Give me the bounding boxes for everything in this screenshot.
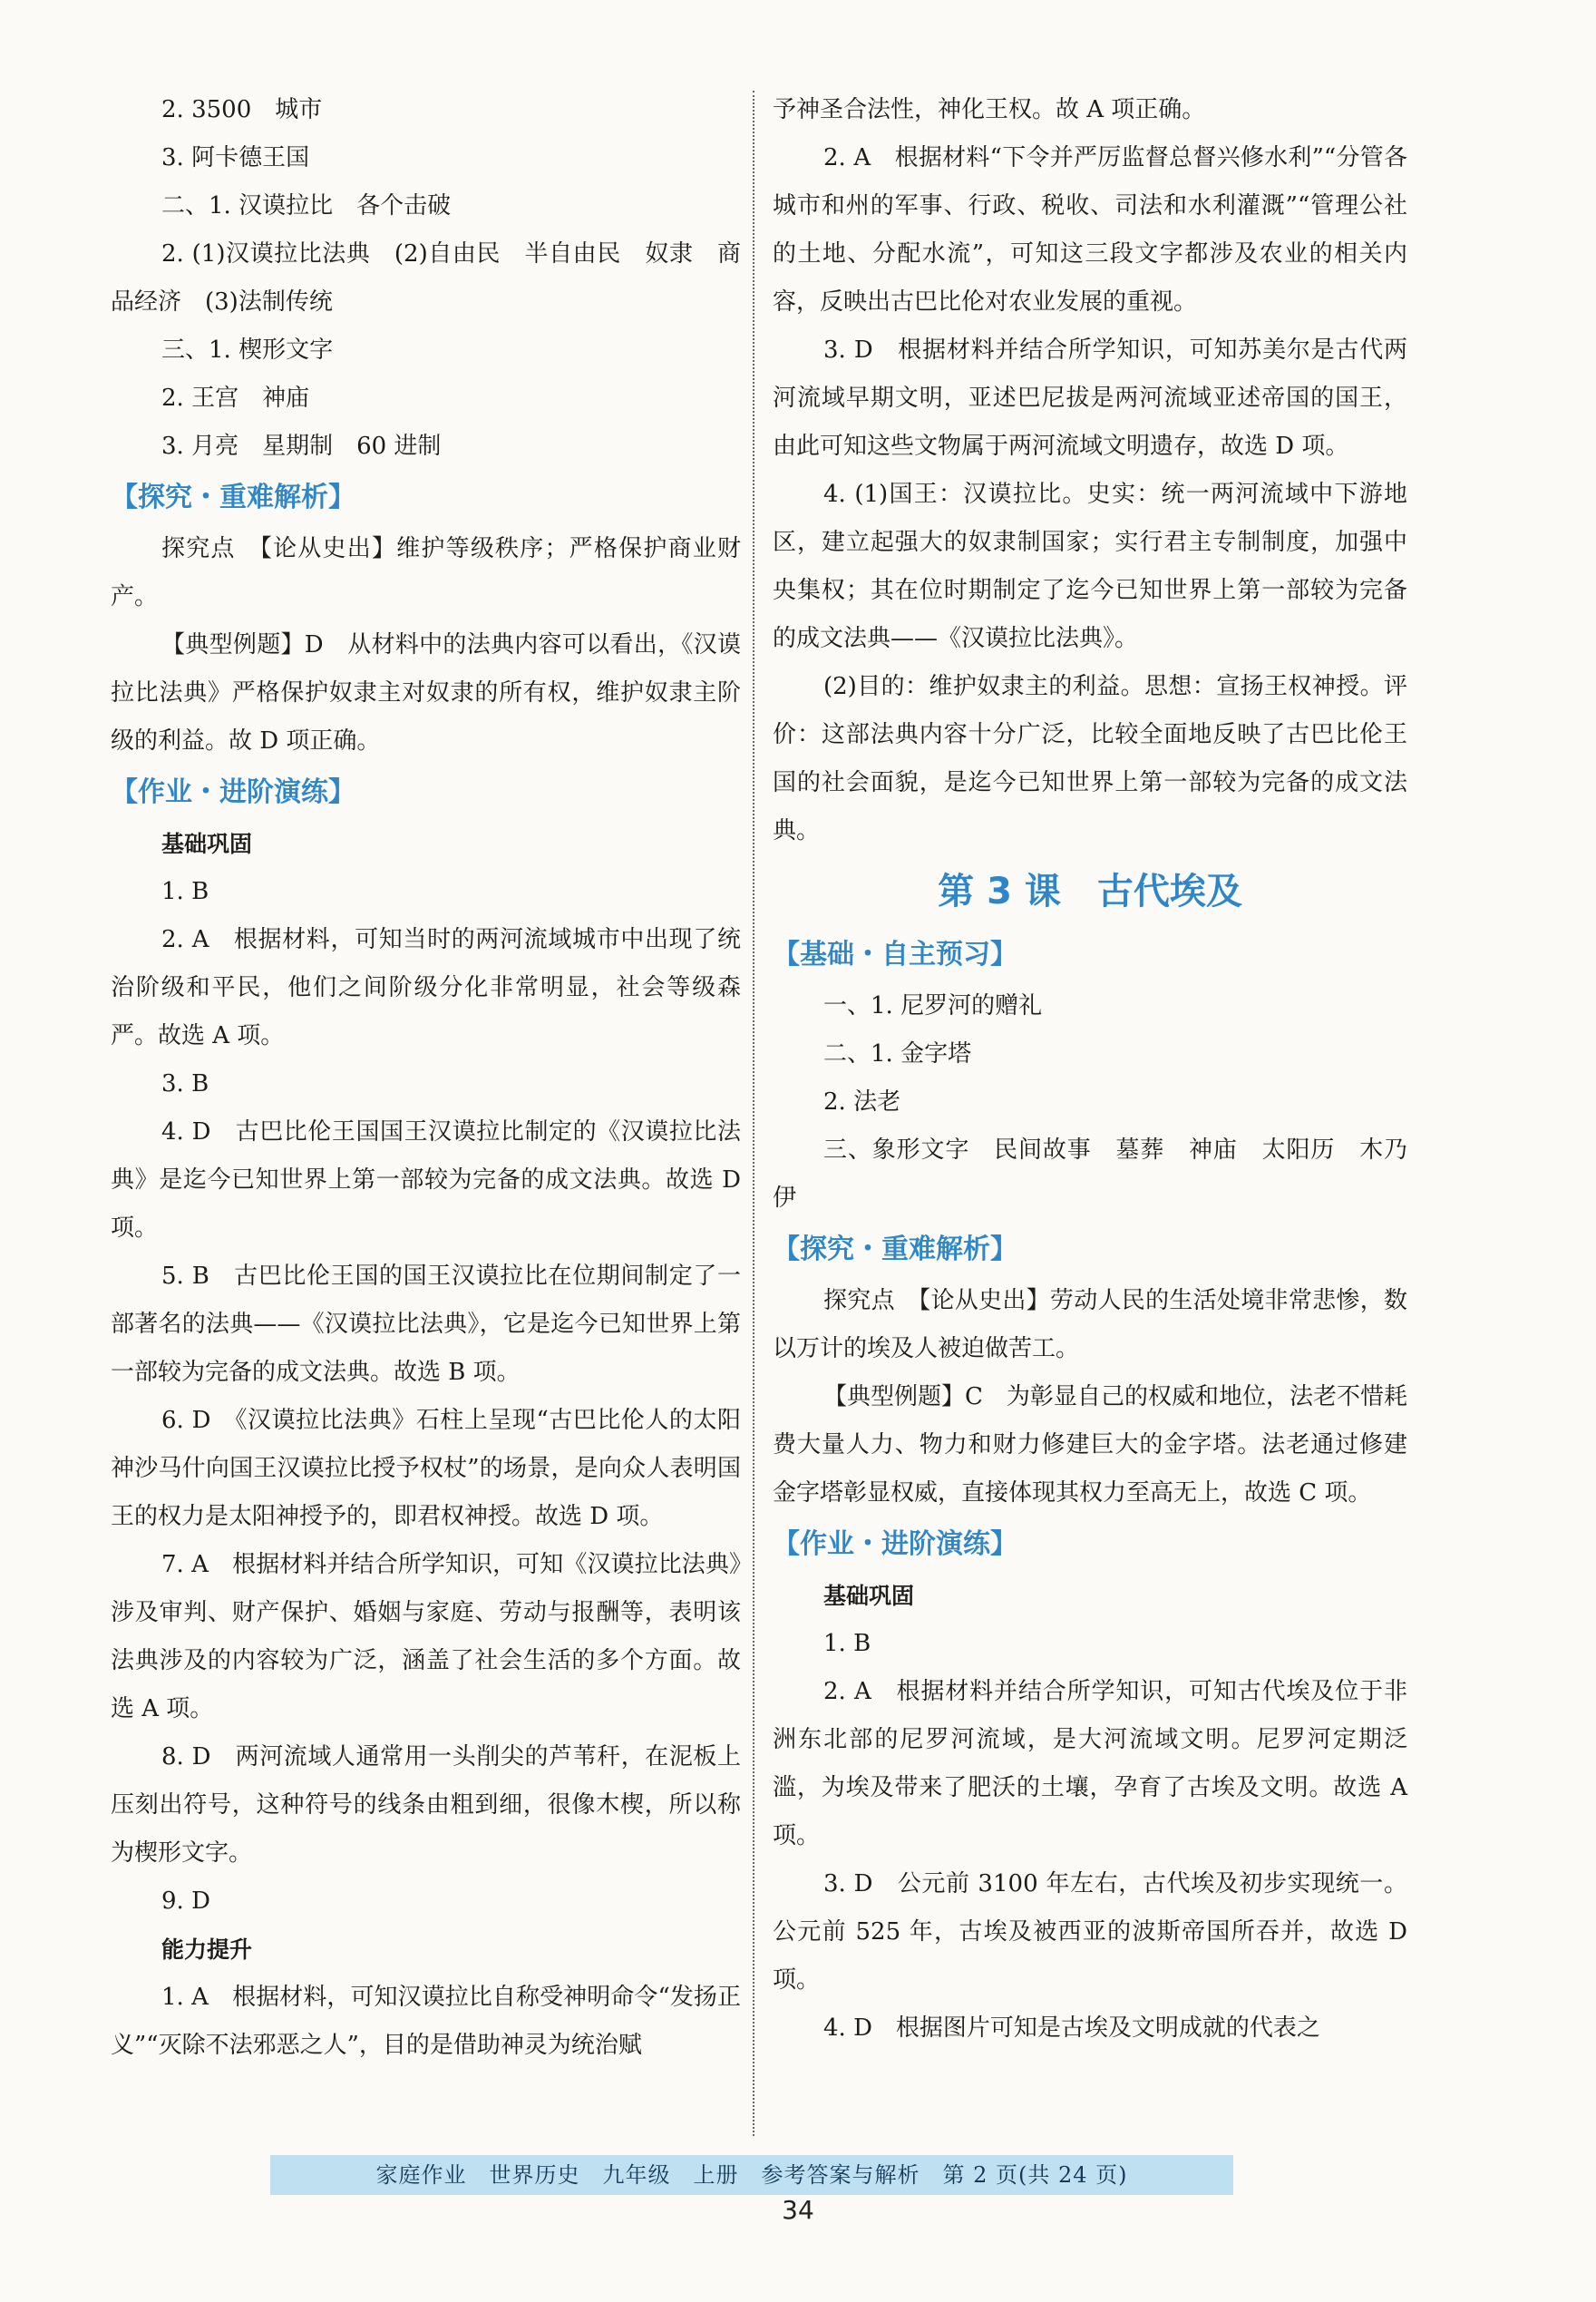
section-heading: 【探究・重难解析】: [773, 1234, 1017, 1265]
analysis-paragraph: 探究点 【论从史出】维护等级秩序；严格保护商业财产。: [111, 535, 741, 610]
answer-line: 2. 王宫 神庙: [161, 385, 310, 412]
answer-item: 1. A 根据材料，可知汉谟拉比自称受神明命令“发扬正义”“灭除不法邪恶之人”，目的是借助神灵为统治赋: [111, 1984, 741, 2059]
footer-text: 家庭作业 世界历史 九年级 上册 参考答案与解析 第 2 页(共 24 页): [375, 2162, 1128, 2188]
subsection-heading: 能力提升: [161, 1936, 253, 1963]
answer-continuation: 予神圣合法性，神化王权。故 A 项正确。: [773, 96, 1206, 123]
answer-item: 2. A 根据材料并结合所学知识，可知古代埃及位于非洲东北部的尼罗河流域，是大河流域文明。尼罗河定期泛滥，为埃及带来了肥沃的土壤，孕育了古埃及文明。故选 A 项。: [773, 1678, 1407, 1849]
analysis-paragraph: 探究点 【论从史出】劳动人民的生活处境非常悲惨，数以万计的埃及人被迫做苦工。: [773, 1287, 1407, 1362]
section-heading: 【作业・进阶演练】: [773, 1528, 1017, 1560]
answer-line: 3. 月亮 星期制 60 进制: [161, 433, 442, 460]
answer-line: 3. 阿卡德王国: [161, 144, 310, 171]
left-column: [111, 86, 741, 2070]
answer-item: 1. B: [823, 1630, 871, 1657]
answer-line: 2. 3500 城市: [161, 96, 323, 123]
answer-item: 3. D 公元前 3100 年左右，古代埃及初步实现统一。公元前 525 年，古埃及被西亚的波斯帝国所吞并，故选 D 项。: [773, 1870, 1407, 1994]
answer-item: 9. D: [161, 1887, 210, 1915]
answer-item: 7. A 根据材料并结合所学知识，可知《汉谟拉比法典》涉及审判、财产保护、婚姻与家庭、劳动与报酬等，表明该法典涉及的内容较为广泛，涵盖了社会生活的多个方面。故选 A 项。: [111, 1551, 741, 1722]
answer-line: 2. 法老: [823, 1088, 901, 1116]
example-paragraph: 【典型例题】C 为彰显自己的权威和地位，法老不惜耗费大量人力、物力和财力修建巨大的金字塔。法老通过修建金字塔彰显权威，直接体现其权力至高无上，故选 C 项。: [773, 1383, 1407, 1507]
answer-line: 一、1. 尼罗河的赠礼: [823, 992, 1043, 1019]
section-heading: 【基础・自主预习】: [773, 939, 1017, 971]
answer-item: 2. A 根据材料“下令并严厉监督总督兴修水利”“分管各城市和州的军事、行政、税收、司法和水利灌溉”“管理公社的土地、分配水流”，可知这三段文字都涉及农业的相关内容，反映出古巴比伦对农业发展的重视。: [773, 144, 1407, 316]
answer-line: 2. (1)汉谟拉比法典 (2)自由民 半自由民 奴隶 商品经济 (3)法制传统: [111, 240, 741, 316]
answer-item: 4. D 古巴比伦王国国王汉谟拉比制定的《汉谟拉比法典》是迄今已知世界上第一部较为完备的成文法典。故选 D 项。: [111, 1118, 741, 1242]
answer-item: 8. D 两河流域人通常用一头削尖的芦苇秆，在泥板上压刻出符号，这种符号的线条由粗到细，很像木楔，所以称为楔形文字。: [111, 1743, 741, 1867]
answer-item: 3. D 根据材料并结合所学知识，可知苏美尔是古代两河流域早期文明，亚述巴尼拔是两河流域亚述帝国的国王，由此可知这些文物属于两河流域文明遗存，故选 D 项。: [773, 337, 1407, 460]
answer-item: 2. A 根据材料，可知当时的两河流域城市中出现了统治阶级和平民，他们之间阶级分化非常明显，社会等级森严。故选 A 项。: [111, 926, 741, 1049]
subsection-heading: 基础巩固: [161, 831, 253, 857]
answer-item: 3. B: [161, 1070, 209, 1097]
answer-item: (2)目的：维护奴隶主的利益。思想：宣扬王权神授。评价：这部法典内容十分广泛，比较全面地反映了古巴比伦王国的社会面貌，是迄今已知世界上第一部较为完备的成文法典。: [773, 673, 1407, 844]
answer-line: 二、1. 金字塔: [823, 1040, 972, 1068]
answer-item: 6. D 《汉谟拉比法典》石柱上呈现“古巴比伦人的太阳神沙马什向国王汉谟拉比授予权杖”的场景，是向众人表明国王的权力是太阳神授予的，即君权神授。故选 D 项。: [111, 1407, 741, 1530]
answer-line: 三、1. 楔形文字: [161, 337, 334, 364]
answer-item: 4. D 根据图片可知是古埃及文明成就的代表之: [823, 2014, 1320, 2042]
answer-line: 三、象形文字 民间故事 墓葬 神庙 太阳历 木乃伊: [773, 1136, 1407, 1212]
lesson-title: 第 3 课 古代埃及: [938, 871, 1242, 912]
column-divider: [753, 91, 754, 2136]
page-number: 34: [782, 2195, 814, 2225]
section-heading: 【作业・进阶演练】: [111, 776, 355, 808]
answer-item: 4. (1)国王：汉谟拉比。史实：统一两河流域中下游地区，建立起强大的奴隶制国家；实行君主专制制度，加强中央集权；其在位时期制定了迄今已知世界上第一部较为完备的成文法典——《汉谟拉比法典》。: [773, 481, 1407, 652]
answer-line: 二、1. 汉谟拉比 各个击破: [161, 192, 452, 219]
right-column: [773, 86, 1407, 2053]
answer-item: 1. B: [161, 878, 209, 905]
subsection-heading: 基础巩固: [823, 1583, 915, 1609]
section-heading: 【探究・重难解析】: [111, 482, 355, 513]
example-paragraph: 【典型例题】D 从材料中的法典内容可以看出，《汉谟拉比法典》严格保护奴隶主对奴隶的所有权，维护奴隶主阶级的利益。故 D 项正确。: [111, 631, 741, 755]
answer-item: 5. B 古巴比伦王国的国王汉谟拉比在位期间制定了一部著名的法典——《汉谟拉比法典》，它是迄今已知世界上第一部较为完备的成文法典。故选 B 项。: [111, 1263, 741, 1386]
